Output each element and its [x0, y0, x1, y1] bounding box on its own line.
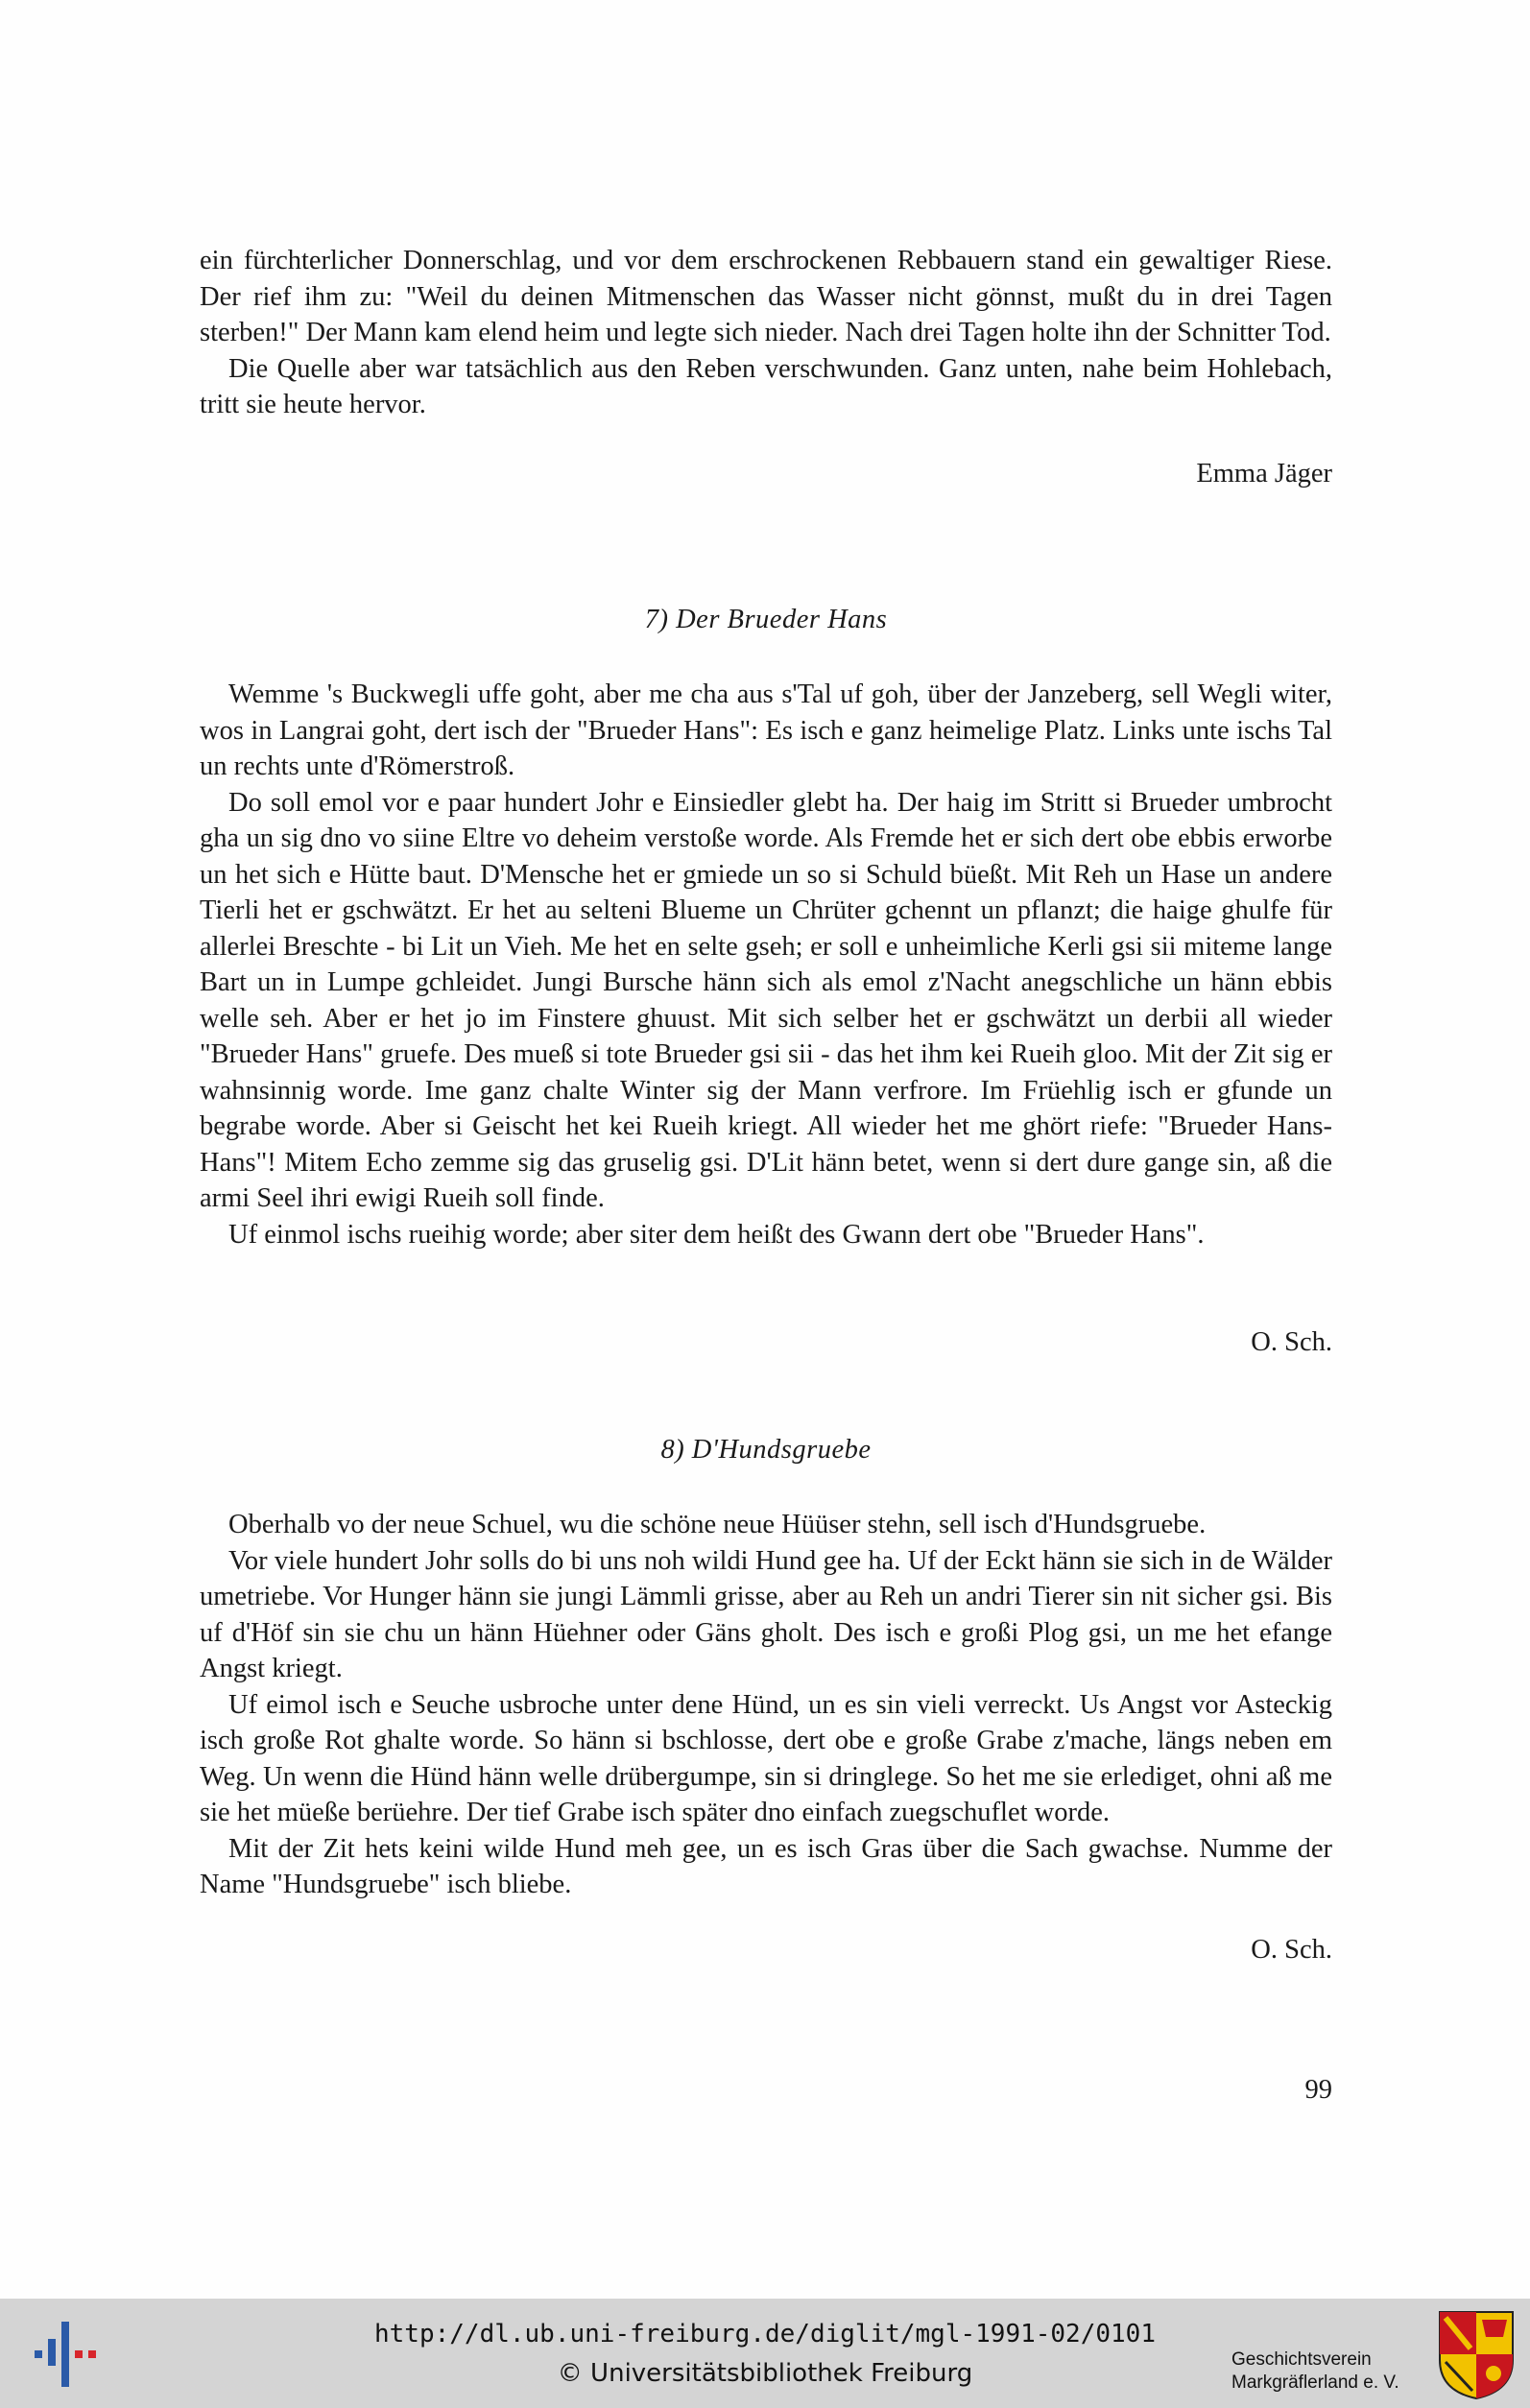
paragraph: Uf einmol ischs rueihig worde; aber siter dem heißt des Gwann dert obe "Brueder Hans".	[228, 1219, 1205, 1250]
permalink-url[interactable]: http://dl.ub.uni-freiburg.de/diglit/mgl-1991-02/0101	[374, 2320, 1156, 2348]
footer-bar	[0, 2299, 1530, 2408]
paragraph: Do soll emol vor e paar hundert Johr e Einsiedler glebt ha. Der haig im Stritt si Brueder umbrocht gha un sig dno vo siine Eltre vo deheim verstoße worde. Als Fremde het er sich dert obe ebbis erworbe un het sich e Hütte baut. D'Mensche het er gmiede un so si Schuld büeßt. Mit Reh un Hase un andere Tierli het er gschwätzt. Er het au selteni Blueme un Chrüter gchennt un pflanzt; die haige ghulfe für allerlei Breschte - bi Lit un Vieh. Me het en selte gseh; er soll e unheimliche Kerli gsi sii miteme lange Bart un in Lumpe gchleidet. Jungi Bursche hänn sich als emol z'Nacht anegschliche un hänn ebbis welle seh. Aber er het jo im Finstere ghuust. Mit sich selber het er gschwätzt un derbii all wieder "Brueder Hans" gruefe. Des mueß si tote Brueder gsi sii - das het ihm kei Rueih gloo. Mit der Zit sig er wahnsinnig worde. Ime ganz chalte Winter sig der Mann verfrore. Im Früehlig isch er gfunde un begrabe worde. Aber si Geischt het kei Rueih kriegt. All wieder het me ghört riefe: "Brueder Hans-Hans"! Mitem Echo zemme sig das gruselig gsi. D'Lit hänn betet, wenn si dert dure gange sin, aß die armi Seel ihri ewigi Rueih soll finde.	[200, 787, 1332, 1213]
story-7-title: 7) Der Brueder Hans	[644, 605, 888, 634]
paragraph: Uf eimol isch e Seuche usbroche unter dene Hünd, un es sin vieli verreckt. Us Angst vor Asteckig isch große Rot ghalte worde. So hänn si bschlosse, dert obe e große Grabe z'mache, längs neben em Weg. Un wenn die Hünd hänn welle drübergumpe, sin si dringlege. So het me sie erlediget, ohni aß me sie het müeße berüehre. Der tief Grabe isch später dno einfach zuegschuflet worde.	[200, 1689, 1332, 1827]
story-8-title: 8) D'Hundsgruebe	[660, 1435, 872, 1465]
author-signature: O. Sch.	[1251, 1327, 1332, 1357]
author-signature: Emma Jäger	[1196, 459, 1332, 489]
author-signature: O. Sch.	[1251, 1935, 1332, 1965]
story-7-body	[200, 677, 1332, 1252]
page-number: 99	[1304, 2075, 1332, 2105]
association-line: Geschichtsverein	[1231, 2349, 1372, 2370]
paragraph: Mit der Zit hets keini wilde Hund meh gee, un es isch Gras über die Sach gwachse. Numme der Name "Hundsgruebe" isch bliebe.	[200, 1833, 1332, 1899]
story-6-ending	[200, 243, 1332, 423]
paragraph: Die Quelle aber war tatsächlich aus den Reben verschwunden. Ganz unten, nahe beim Hohlebach, tritt sie heute hervor.	[200, 353, 1332, 419]
paragraph: Oberhalb vo der neue Schuel, wu die schöne neue Hüüser stehn, sell isch d'Hundsgruebe.	[228, 1510, 1207, 1539]
paragraph: Wemme 's Buckwegli uffe goht, aber me cha aus s'Tal uf goh, über der Janzeberg, sell Wegli witer, wos in Langrai goht, dert isch der "Brueder Hans": Es isch e ganz heimelige Platz. Links unte ischs Tal un rechts unte d'Römerstroß.	[200, 679, 1332, 781]
paragraph: Vor viele hundert Johr solls do bi uns noh wildi Hund gee ha. Uf der Eckt hänn sie sich in de Wälder umetriebe. Vor Hunger hänn sie jungi Lämmli grisse, aber au Reh un andri Tierer sin nit sicher gsi. Bis uf d'Höf sin sie chu un hänn Hüehner oder Gäns gholt. Des isch e großi Plog gsi, un me het efange Angst kriegt.	[200, 1545, 1332, 1683]
coat-of-arms-icon[interactable]	[1436, 2308, 1517, 2400]
association-line: Markgräflerland e. V.	[1231, 2372, 1399, 2393]
story-8-body	[200, 1507, 1332, 1903]
paragraph: ein fürchterlicher Donnerschlag, und vor dem erschrockenen Rebbauern stand ein gewaltiger Riese. Der rief ihm zu: "Weil du deinen Mitmenschen das Wasser nicht gönnst, mußt du in drei Tagen sterben!" Der Mann kam elend heim und legte sich nieder. Nach drei Tagen holte ihn der Schnitter Tod.	[200, 246, 1332, 347]
copyright-notice: © Universitätsbibliothek Freiburg	[557, 2359, 973, 2388]
association-name	[1231, 2348, 1399, 2395]
